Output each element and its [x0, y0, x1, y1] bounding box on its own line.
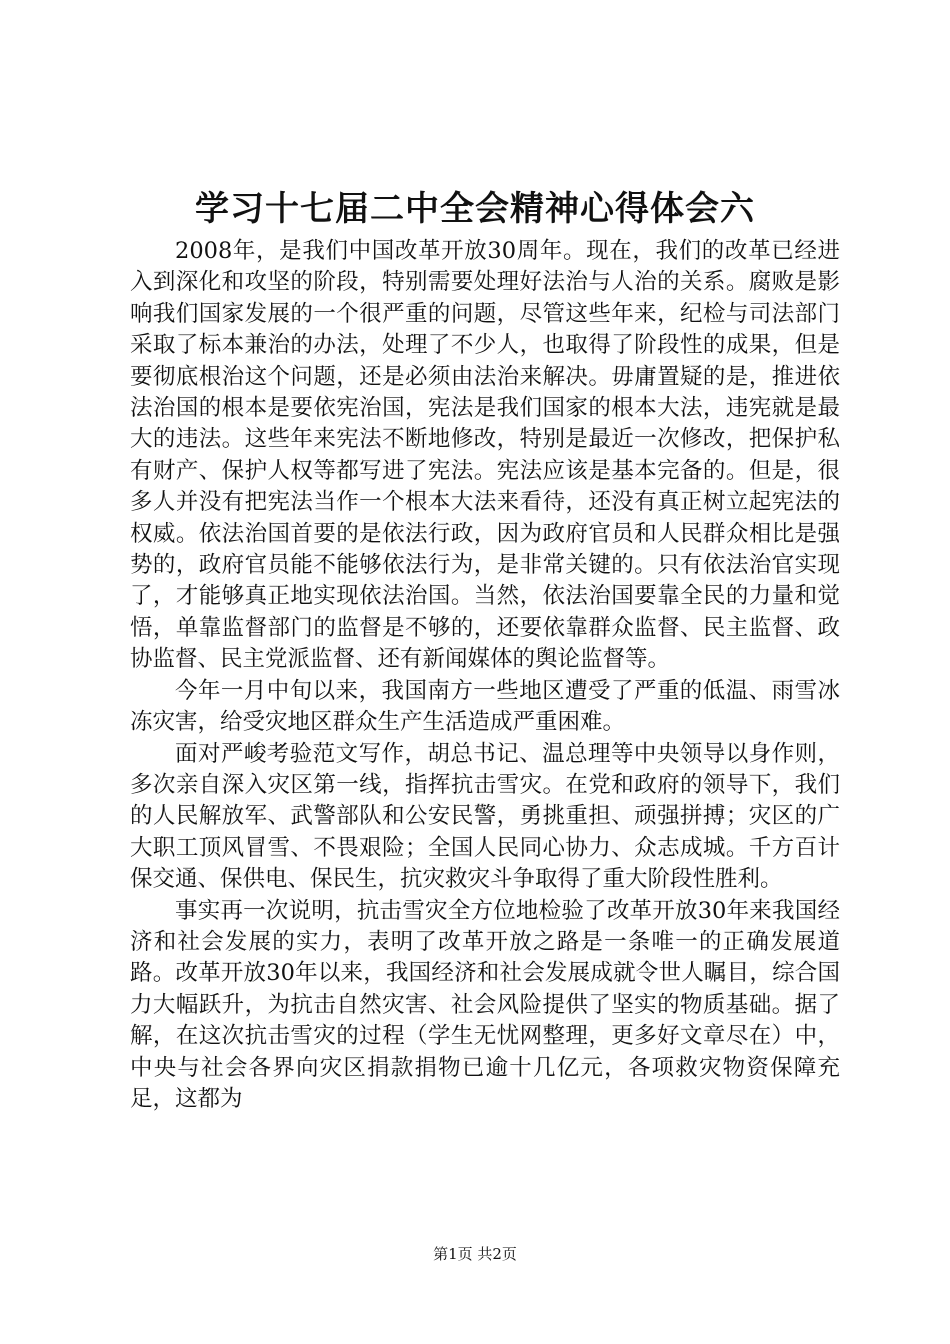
document-title: 学习十七届二中全会精神心得体会六: [195, 189, 755, 229]
paragraph: 2008年，是我们中国改革开放30周年。现在，我们的改革已经进入到深化和攻坚的阶段，特别需要处理好法治与人治的关系。腐败是影响我们国家发展的一个很严重的问题，尽管这些年来，纪检与司法部门采取了标本兼治的办法，处理了不少人，也取得了阶段性的成果，但是要彻底根治这个问题，还是必须由法治来解决。毋庸置疑的是，推进依法治国的根本是要依宪治国，宪法是我们国家的根本大法，违宪就是最大的违法。这些年来宪法不断地修改，特别是最近一次修改，把保护私有财产、保护人权等都写进了宪法。宪法应该是基本完备的。但是，很多人并没有把宪法当作一个根本大法来看待，还没有真正树立起宪法的权威。依法治国首要的是依法行政，因为政府官员和人民群众相比是强势的，政府官员能不能够依法行为，是非常关键的。只有依法治官实现了，才能够真正地实现依法治国。当然，依法治国要靠全民的力量和觉悟，单靠监督部门的监督是不够的，还要依靠群众监督、民主监督、政协监督、民主党派监督、还有新闻媒体的舆论监督等。: [130, 238, 840, 673]
page-footer: 第1页 共2页: [433, 1245, 517, 1263]
paragraph: 事实再一次说明，抗击雪灾全方位地检验了改革开放30年来我国经济和社会发展的实力，表明了改革开放之路是一条唯一的正确发展道路。改革开放30年以来，我国经济和社会发展成就令世人瞩目，综合国力大幅跃升，为抗击自然灾害、社会风险提供了坚实的物质基础。据了解，在这次抗击雪灾的过程（学生无忧网整理，更多好文章尽在）中，中央与社会各界向灾区捐款捐物已逾十几亿元，各项救灾物资保障充足，这都为: [130, 897, 840, 1112]
paragraph: 面对严峻考验范文写作，胡总书记、温总理等中央领导以身作则，多次亲自深入灾区第一线，指挥抗击雪灾。在党和政府的领导下，我们的人民解放军、武警部队和公安民警，勇挑重担、顽强拼搏；灾区的广大职工顶风冒雪、不畏艰险；全国人民同心协力、众志成城。千方百计保交通、保供电、保民生，抗灾救灾斗争取得了重大阶段性胜利。: [130, 740, 840, 893]
document-body: [130, 236, 840, 1115]
paragraph: 今年一月中旬以来，我国南方一些地区遭受了严重的低温、雨雪冰冻灾害，给受灾地区群众生产生活造成严重困难。: [130, 677, 840, 736]
